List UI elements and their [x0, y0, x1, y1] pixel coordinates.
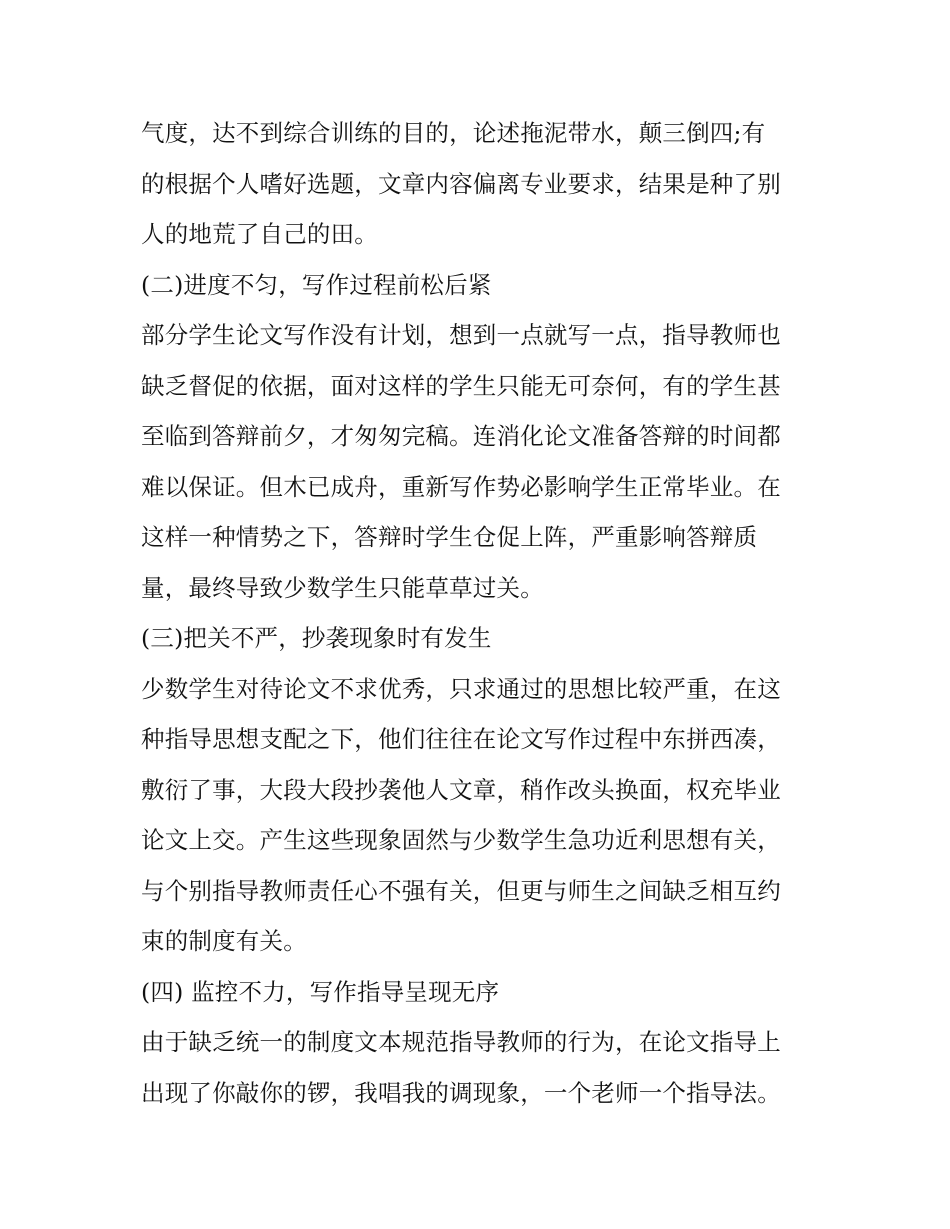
- text-line-13: 种指导思想支配之下，他们往往在论文写作过程中东拼西凑，: [141, 725, 781, 753]
- text-line-8: 难以保证。但木已成舟，重新写作势必影响学生正常毕业。在: [141, 472, 781, 501]
- text-line-19: 由于缺乏统一的制度文本规范指导教师的行为，在论文指导上: [141, 1028, 781, 1056]
- text-line-1: 气度，达不到综合训练的目的，论述拖泥带水，颠三倒四;有: [141, 119, 766, 147]
- text-line-3: 人的地荒了自己的田。: [141, 220, 378, 248]
- text-line-9: 这样一种情势之下，答辩时学生仓促上阵，严重影响答辩质: [141, 523, 758, 551]
- text-line-2: 的根据个人嗜好选题，文章内容偏离专业要求，结果是种了别: [141, 169, 781, 198]
- section-heading-2: (二)进度不匀，写作过程前松后紧: [141, 270, 492, 299]
- section-heading-3: (三)把关不严，抄袭现象时有发生: [141, 624, 492, 652]
- text-line-14: 敷衍了事，大段大段抄袭他人文章，稍作改头换面，权充毕业: [141, 775, 781, 804]
- text-line-10: 量，最终导致少数学生只能草草过关。: [141, 573, 544, 602]
- text-line-20: 出现了你敲你的锣，我唱我的调现象，一个老师一个指导法。: [141, 1078, 781, 1107]
- document-body: [141, 108, 813, 1118]
- text-line-12: 少数学生对待论文不求优秀，只求通过的思想比较严重，在这: [141, 674, 781, 703]
- text-line-16: 与个别指导教师责任心不强有关，但更与师生之间缺乏相互约: [141, 876, 781, 905]
- text-line-15: 论文上交。产生这些现象固然与少数学生急功近利思想有关，: [141, 826, 781, 854]
- text-line-5: 部分学生论文写作没有计划，想到一点就写一点，指导教师也: [141, 321, 781, 349]
- text-line-17: 束的制度有关。: [141, 927, 307, 955]
- text-line-6: 缺乏督促的依据，面对这样的学生只能无可奈何，有的学生甚: [141, 371, 781, 400]
- section-heading-4: (四) 监控不力，写作指导呈现无序: [141, 977, 500, 1006]
- text-line-7: 至临到答辩前夕，才匆匆完稿。连消化论文准备答辩的时间都: [141, 422, 781, 450]
